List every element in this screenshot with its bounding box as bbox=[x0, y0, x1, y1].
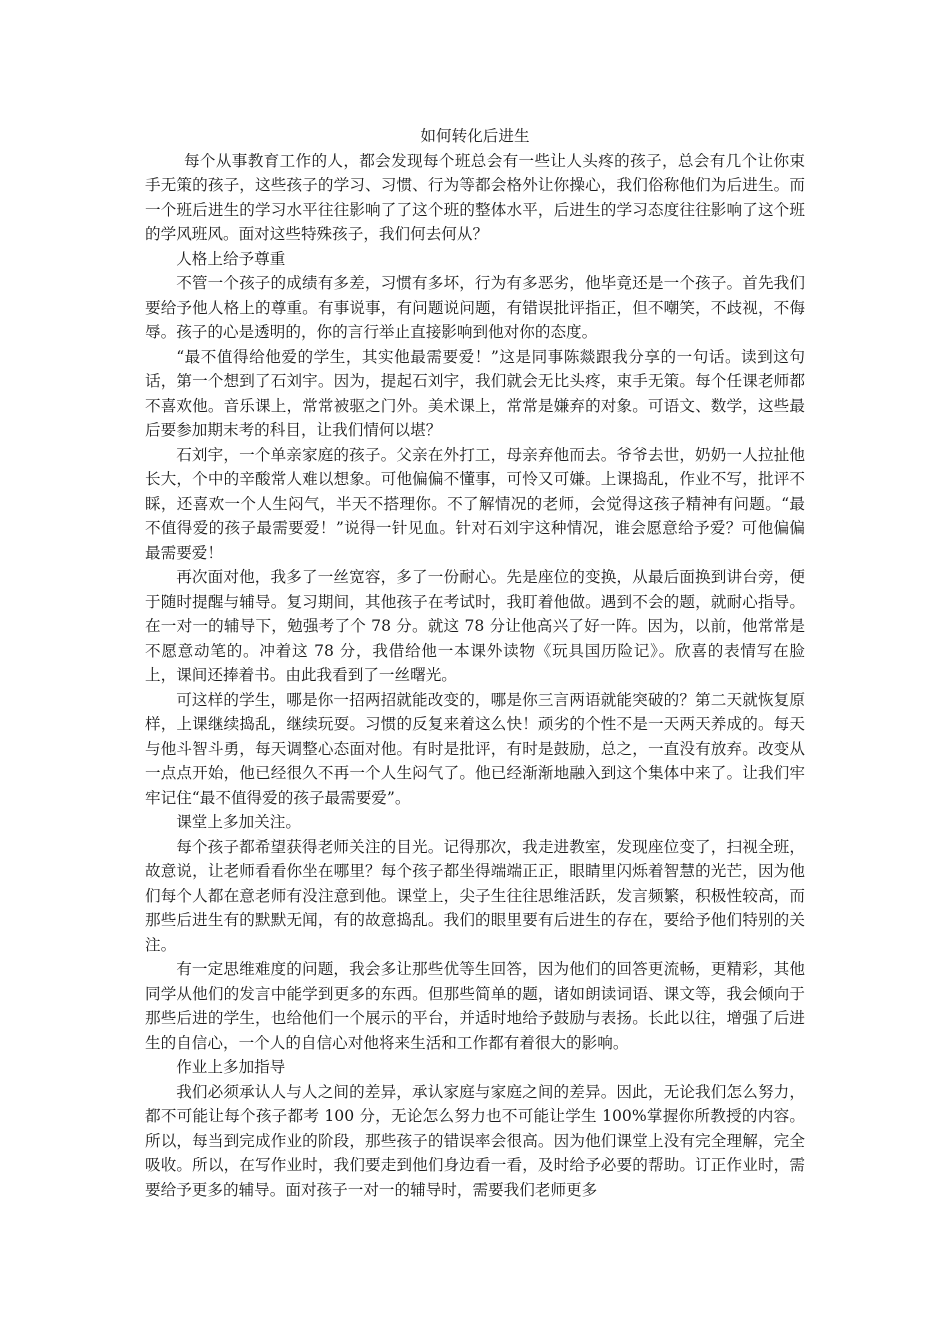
section-heading-classroom: 课堂上多加关注。 bbox=[176, 813, 301, 831]
paragraph: 每个孩子都希望获得老师关注的目光。记得那次，我走进教室，发现座位变了，扫视全班，故意说，让老师看看你坐在哪里？每个孩子都坐得端端正正，眼睛里闪烁着智慧的光芒，因为他们每个人都在意老师有没注意到他。课堂上，尖子生往往思维活跃，发言频繁，积极性较高，而那些后进生有的默默无闻，有的故意捣乱。我们的眼里要有后进生的存在，要给予他们特别的关注。 bbox=[145, 837, 805, 954]
paragraph: 石刘宇，一个单亲家庭的孩子。父亲在外打工，母亲弃他而去。爷爷去世，奶奶一人拉扯他长大，个中的辛酸常人难以想象。可他偏偏不懂事，可怜又可嫌。上课捣乱，作业不写，批评不睬，还喜欢一个人生闷气，半天不搭理你。不了解情况的老师，会觉得这孩子精神有问题。“最不值得爱的孩子最需要爱！”说得一针见血。针对石刘宇这种情况，谁会愿意给予爱？可他偏偏最需要爱！ bbox=[145, 445, 805, 562]
document-body bbox=[145, 124, 805, 1202]
paragraph: 有一定思维难度的问题，我会多让那些优等生回答，因为他们的回答更流畅，更精彩，其他同学从他们的发言中能学到更多的东西。但那些简单的题，诸如朗读词语、课文等，我会倾向于那些后进的学生，也给他们一个展示的平台，并适时地给予鼓励与表扬。长此以往，增强了后进生的自信心，一个人的自信心对他将来生活和工作都有着很大的影响。 bbox=[145, 960, 805, 1052]
paragraph: 可这样的学生，哪是你一招两招就能改变的，哪是你三言两语就能突破的？第二天就恢复原样，上课继续捣乱，继续玩耍。习惯的反复来着这么快！顽劣的个性不是一天两天养成的。每天与他斗智斗勇，每天调整心态面对他。有时是批评，有时是鼓励，总之，一直没有放弃。改变从一点点开始，他已经很久不再一个人生闷气了。他已经渐渐地融入到这个集体中来了。让我们牢牢记住“最不值得爱的孩子最需要爱”。 bbox=[145, 690, 805, 807]
intro-paragraph: 每个从事教育工作的人，都会发现每个班总会有一些让人头疼的孩子，总会有几个让你束手无策的孩子，这些孩子的学习、习惯、行为等都会格外让你操心，我们俗称他们为后进生。而一个班后进生的学习水平往往影响了了这个班的整体水平，后进生的学习态度往往影响了这个班的学风班风。面对这些特殊孩子，我们何去何从？ bbox=[145, 151, 805, 243]
paragraph: 我们必须承认人与人之间的差异，承认家庭与家庭之间的差异。因此，无论我们怎么努力，都不可能让每个孩子都考 100 分，无论怎么努力也不可能让学生 100%掌握你所教授的内容。所以，每当到完成作业的阶段，那些孩子的错误率会很高。因为他们课堂上没有完全理解，完全吸收。所以，在写作业时，我们要走到他们身边看一看，及时给予必要的帮助。订正作业时，需要给予更多的辅导。面对孩子一对一的辅导时，需要我们老师更多 bbox=[145, 1082, 805, 1199]
paragraph: 再次面对他，我多了一丝宽容，多了一份耐心。先是座位的变换，从最后面换到讲台旁，便于随时提醒与辅导。复习期间，其他孩子在考试时，我盯着他做。遇到不会的题，就耐心指导。在一对一的辅导下，勉强考了个 78 分。就这 78 分让他高兴了好一阵。因为，以前，他常常是不愿意动笔的。冲着这 78 分，我借给他一本课外读物《玩具国历险记》。欣喜的表情写在脸上，课间还捧着书。由此我看到了一丝曙光。 bbox=[145, 568, 805, 684]
paragraph: “最不值得给他爱的学生，其实他最需要爱！”这是同事陈燚跟我分享的一句话。读到这句话，第一个想到了石刘宇。因为，提起石刘宇，我们就会无比头疼，束手无策。每个任课老师都不喜欢他。音乐课上，常常被驱之门外。美术课上，常常是嫌弃的对象。可语文、数学，这些最后要参加期末考的科目，让我们情何以堪？ bbox=[145, 347, 805, 439]
paragraph: 不管一个孩子的成绩有多差，习惯有多坏，行为有多恶劣，他毕竟还是一个孩子。首先我们要给予他人格上的尊重。有事说事，有问题说问题，有错误批评指正，但不嘲笑，不歧视，不侮辱。孩子的心是透明的，你的言行举止直接影响到他对你的态度。 bbox=[145, 274, 805, 341]
page-title: 如何转化后进生 bbox=[420, 127, 530, 145]
section-heading-homework: 作业上多加指导 bbox=[176, 1058, 286, 1076]
section-heading-respect: 人格上给予尊重 bbox=[176, 249, 286, 268]
